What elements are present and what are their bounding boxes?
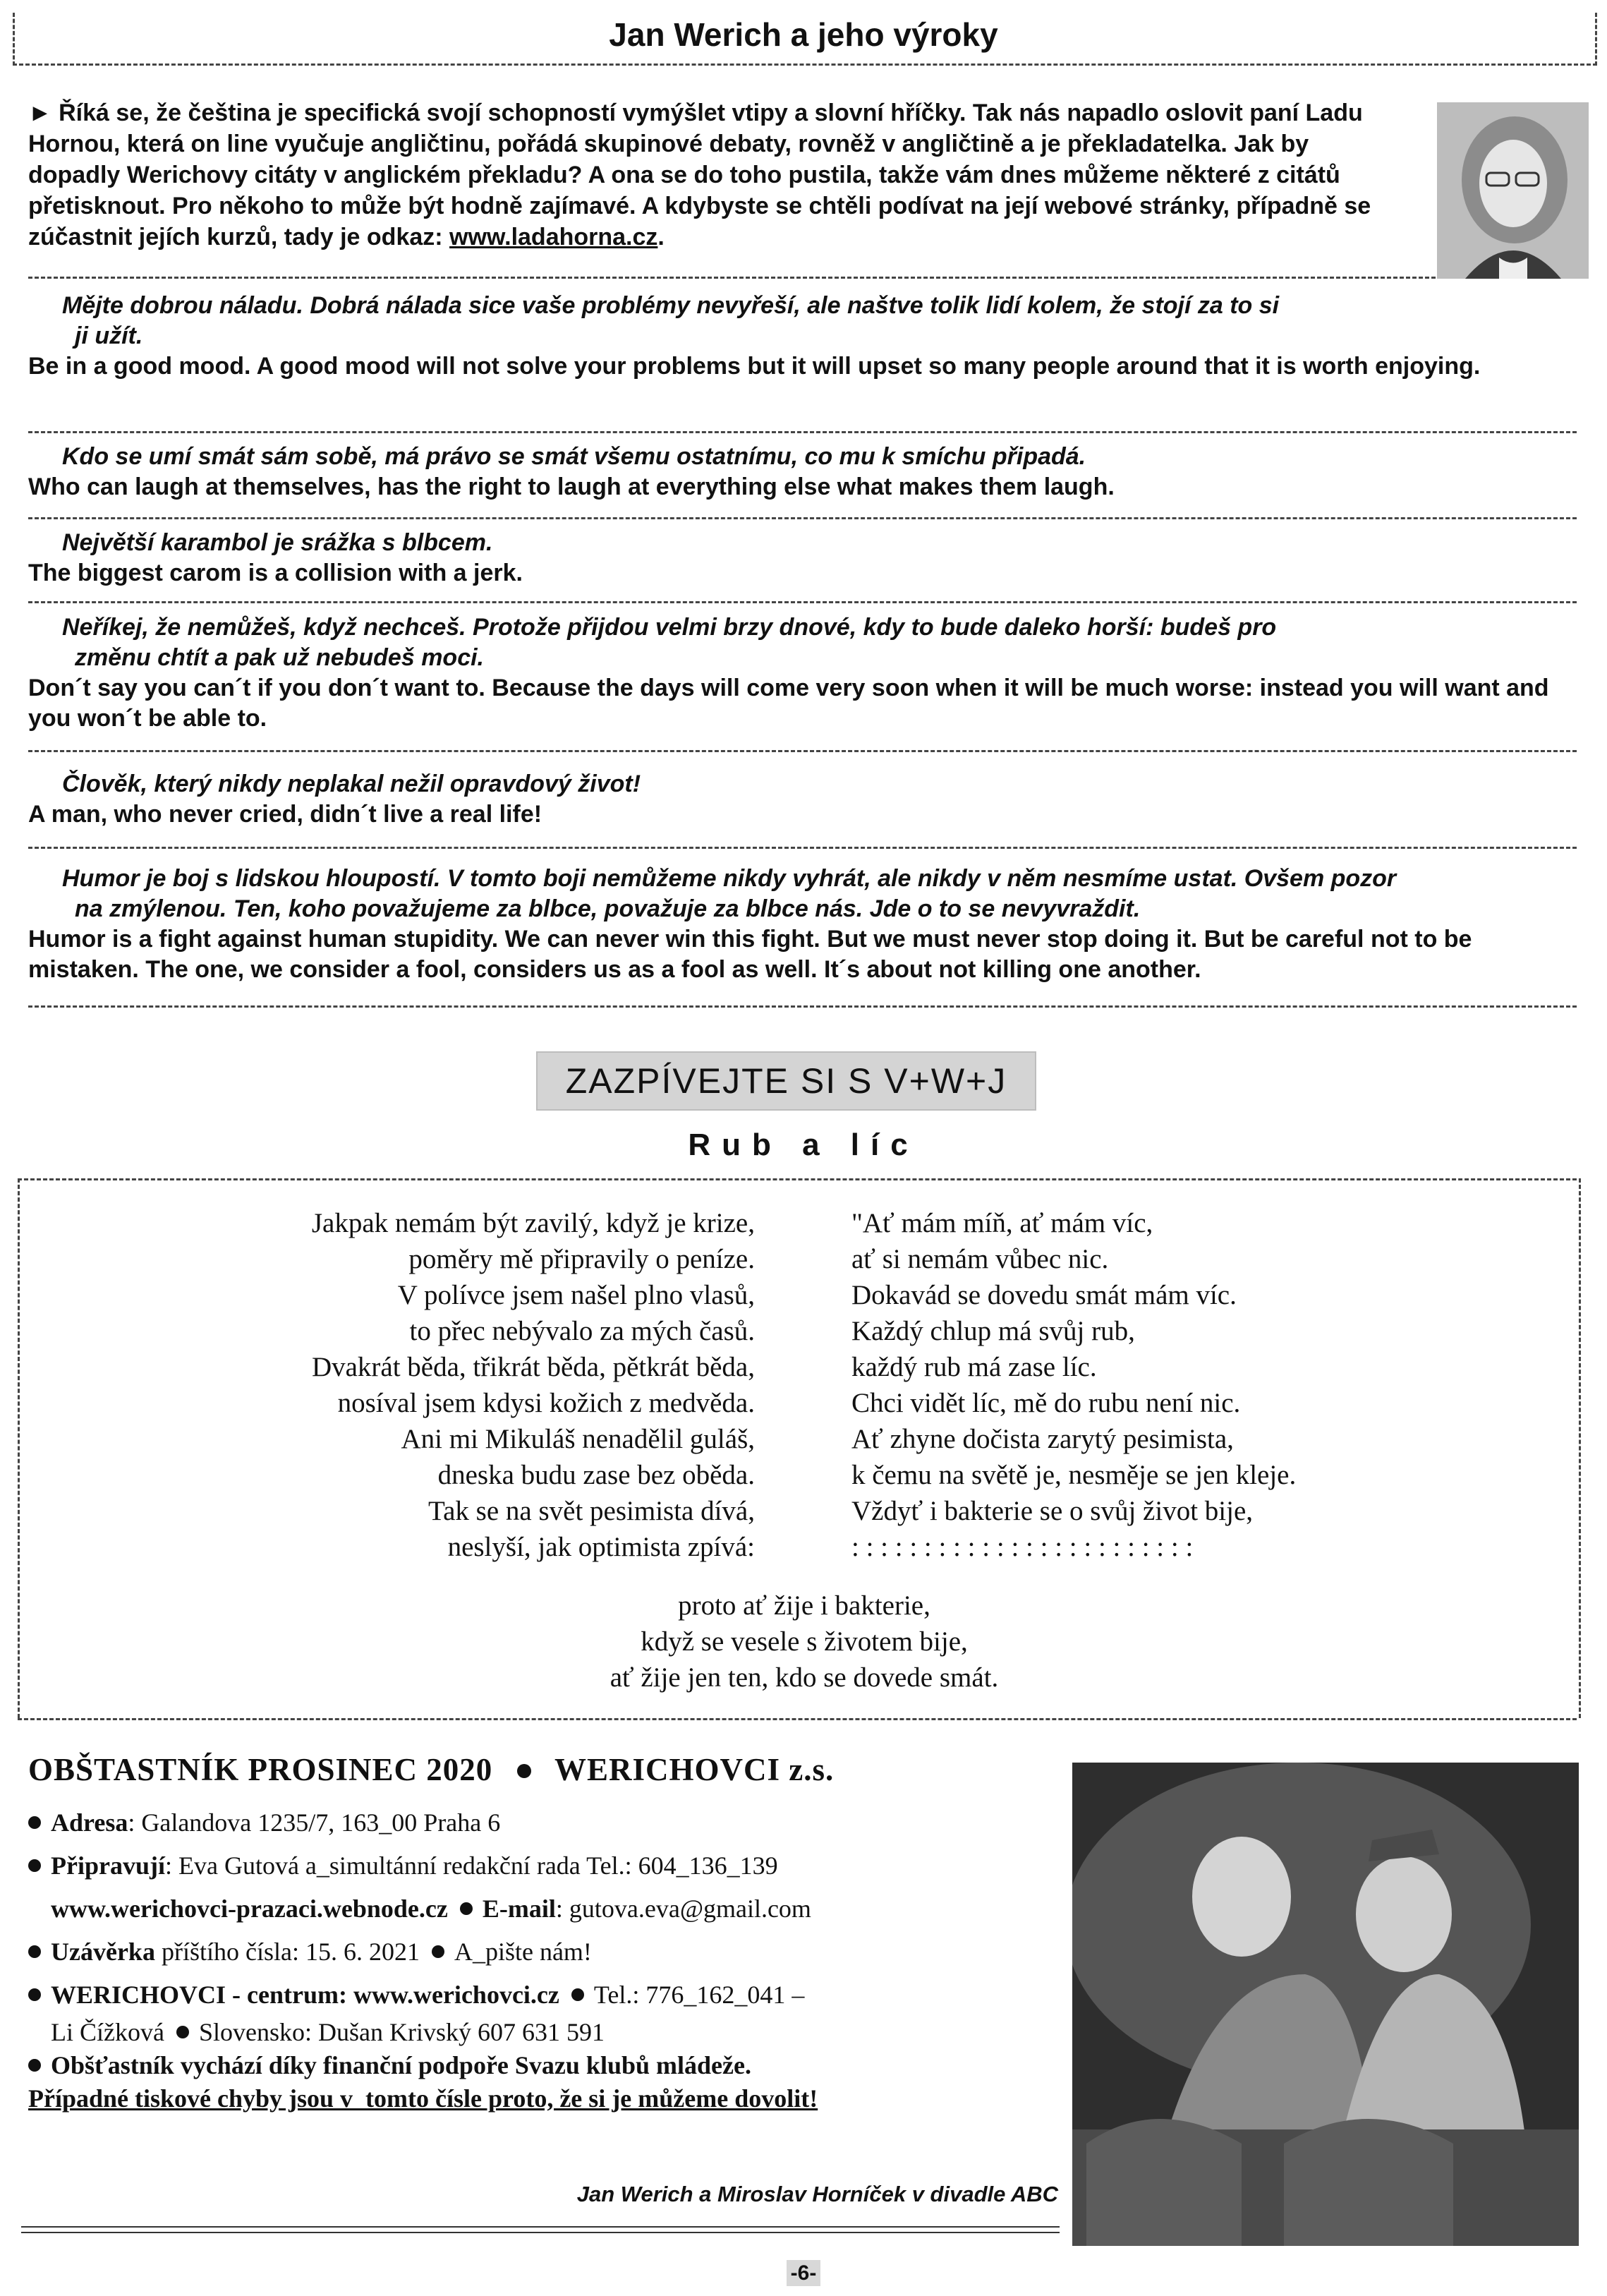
web-email-line: www.werichovci-prazaci.webnode.cz E-mail: gutova.eva@gmail.com [51, 1895, 811, 1923]
portrait-illustration [1437, 102, 1589, 279]
footer-heading: OBŠTASTNÍK PROSINEC 2020 WERICHOVCI z.s. [28, 1752, 835, 1787]
divider [28, 847, 1577, 849]
poem-line: Dvakrát běda, třikrát běda, pětkrát běda, [311, 1352, 755, 1382]
poem-line: "Ať mám míň, ať mám víc, [851, 1208, 1153, 1238]
quote-5 [28, 769, 1577, 830]
song-title: Rub a líc [688, 1128, 919, 1162]
poem-left-column [141, 1205, 755, 1565]
intro-paragraph [28, 97, 1400, 253]
quote-english: A man, who never cried, didn´t live a real life! [28, 801, 542, 828]
poem-line: Jakpak nemám být zavilý, když je krize, [311, 1208, 755, 1238]
quote-6 [28, 864, 1577, 985]
quote-czech: Neříkej, že nemůžeš, když nechceš. Protože přijdou velmi brzy dnové, kdy to bude daleko horší: budeš pro změnu chtít a pak už nebudeš moci. [62, 614, 1277, 671]
bullet-icon [28, 1816, 41, 1829]
quote-czech: Humor je boj s lidskou hloupostí. V tomto boji nemůžeme nikdy vyhrát, ale nikdy v něm nesmíme ustat. Ovšem pozor na zmýlenou. Ten, koho považujeme za blbce, považuje za blbce nás. Jde o to se nevyvraždit. [62, 865, 1397, 922]
werich-hornicek-photo [1072, 1763, 1579, 2246]
poem-line: nosíval jsem kdysi kožich z medvěda. [337, 1388, 755, 1418]
quote-english: The biggest carom is a collision with a jerk. [28, 560, 523, 586]
quote-english: Who can laugh at themselves, has the right to laugh at everything else what makes them laugh. [28, 473, 1115, 500]
poem-line: : : : : : : : : : : : : : : : : : : : : : : : : [851, 1532, 1194, 1562]
song-section-banner: ZAZPÍVEJTE SI S V+W+J [536, 1051, 1036, 1111]
poem-line: Každý chlup má svůj rub, [851, 1316, 1135, 1346]
center-web-link[interactable]: : www.werichovci.cz [338, 1981, 559, 2009]
theatre-photo-illustration [1072, 1763, 1579, 2246]
poem-line: každý rub má zase líc. [851, 1352, 1097, 1382]
bullet-icon [28, 2059, 41, 2072]
poem-line: Tak se na svět pesimista dívá, [428, 1496, 755, 1526]
poem-line: neslyší, jak optimista zpívá: [447, 1532, 755, 1562]
disclaimer-line: Případné tiskové chyby jsou v_tomto čísle proto, že si je můžeme dovolit! [28, 2084, 818, 2113]
poem-line: to přec nebývalo za mých časů. [409, 1316, 755, 1346]
poem-line: dneska budu zase bez oběda. [437, 1460, 755, 1490]
quote-czech: Člověk, který nikdy neplakal nežil opravdový život! [62, 771, 641, 797]
quote-2 [28, 442, 1577, 502]
funding-line: Obšťastník vychází díky finanční podpoře Svazu klubů mládeže. [28, 2044, 1058, 2087]
address-line: Adresa: Galandova 1235/7, 163_00 Praha 6 [28, 1801, 1058, 1844]
divider [28, 431, 1577, 433]
prepare-line: Připravují: Eva Gutová a_simultánní redakční rada Tel.: 604_136_139 [28, 1844, 1058, 1887]
photo-caption: Jan Werich a Miroslav Horníček v divadle ABC [576, 2182, 1058, 2206]
poem-line: V polívce jsem našel plno vlasů, [397, 1280, 755, 1310]
poem-line: Dokavád se dovedu smát mám víc. [851, 1280, 1237, 1310]
bullet-icon [517, 1764, 531, 1778]
divider [28, 1005, 1577, 1008]
poem-line: Ať zhyne dočista zarytý pesimista, [851, 1424, 1234, 1454]
footer-rule [21, 2232, 1060, 2233]
poem-line: Ani mi Mikuláš nenadělil guláš, [401, 1424, 755, 1454]
poem-line: proto ať žije i bakterie, [678, 1590, 930, 1621]
poem-bottom-border [18, 1718, 1577, 1720]
quote-czech: Největší karambol je srážka s blbcem. [62, 529, 493, 556]
divider [28, 750, 1577, 752]
arrow-marker-icon: ► [28, 99, 52, 126]
website-link[interactable]: www.ladahorna.cz [449, 224, 658, 250]
poem-line: Vždyť i bakterie se o svůj život bije, [851, 1496, 1254, 1526]
divider [28, 601, 1577, 603]
bullet-icon [432, 1945, 444, 1958]
intro-link-suffix: . [657, 224, 665, 250]
lada-horna-photo [1437, 102, 1589, 279]
quote-3 [28, 528, 1577, 588]
contact-line: Li Čížková Slovensko: Dušan Krivský 607 631 591 [51, 2018, 605, 2046]
poem-line: Chci vidět líc, mě do rubu není nic. [851, 1388, 1241, 1418]
footer-rule [21, 2226, 1060, 2228]
bullet-icon [176, 2026, 189, 2038]
page-title: Jan Werich a jeho výroky [609, 16, 998, 53]
poem-line: ať si nemám vůbec nic. [851, 1244, 1109, 1274]
footer-info [28, 1801, 1058, 2120]
quote-english: Humor is a fight against human stupidity. We can never win this fight. But we must never stop doing it. But be careful not to be mistaken. The one, we consider a fool, considers us as a fool as well. It´s about not killing one another. [28, 926, 1472, 983]
divider [28, 517, 1577, 519]
quote-english: Don´t say you can´t if you don´t want to. Because the days will come very soon when it will be much worse: instead you will want and you won´t be able to. [28, 675, 1549, 732]
poem-line: když se vesele s životem bije, [641, 1626, 968, 1657]
poem-ending [353, 1588, 1256, 1696]
quote-czech: Mějte dobrou náladu. Dobrá nálada sice vaše problémy nevyřeší, ale naštve tolik lidí kolem, že stojí za to si ji užít. [62, 292, 1280, 349]
divider [28, 277, 1436, 279]
bullet-icon [460, 1902, 473, 1915]
center-line: WERICHOVCI - centrum: www.werichovci.cz Tel.: 776_162_041 – [28, 1974, 1058, 2017]
bullet-icon [28, 1988, 41, 2001]
quote-4 [28, 612, 1577, 734]
web-link[interactable]: www.werichovci-prazaci.webnode.cz [51, 1895, 448, 1923]
poem-line: poměry mě připravily o peníze. [408, 1244, 755, 1274]
quote-1 [28, 291, 1577, 382]
bullet-icon [571, 1988, 584, 2001]
bullet-icon [28, 1945, 41, 1958]
intro-text: Říká se, že čeština je specifická svojí schopností vymýšlet vtipy a slovní hříčky. Tak nás napadlo oslovit paní Ladu Hornou, která on line vyučuje angličtinu, pořádá skupinové debaty, rovněž v angličtině a je překladatelka. Jak by dopadly Werichovy citáty v anglickém překladu? A ona se do toho pustila, takže vám dnes můžeme některé z citátů přetisknout. Pro někoho to může být hodně zajímavé. A kdybyste se chtěli podívat na její webové stránky, případně se zúčastnit jejích kurzů, tady je odkaz: [28, 99, 1371, 250]
bullet-icon [28, 1859, 41, 1872]
poem-right-column [851, 1205, 1416, 1565]
poem-line: k čemu na světě je, nesměje se jen kleje. [851, 1460, 1297, 1490]
deadline-line: Uzávěrka příštího čísla: 15. 6. 2021 A_pište nám! [28, 1931, 1058, 1974]
quote-czech: Kdo se umí smát sám sobě, má právo se smát všemu ostatnímu, co mu k smíchu připadá. [62, 443, 1086, 470]
poem-line: ať žije jen ten, kdo se dovede smát. [610, 1662, 999, 1693]
email-link[interactable]: : gutova.eva@gmail.com [555, 1895, 811, 1923]
quote-english: Be in a good mood. A good mood will not solve your problems but it will upset so many people around that it is worth enjoying. [28, 353, 1481, 380]
page-number: -6- [0, 2261, 1607, 2285]
